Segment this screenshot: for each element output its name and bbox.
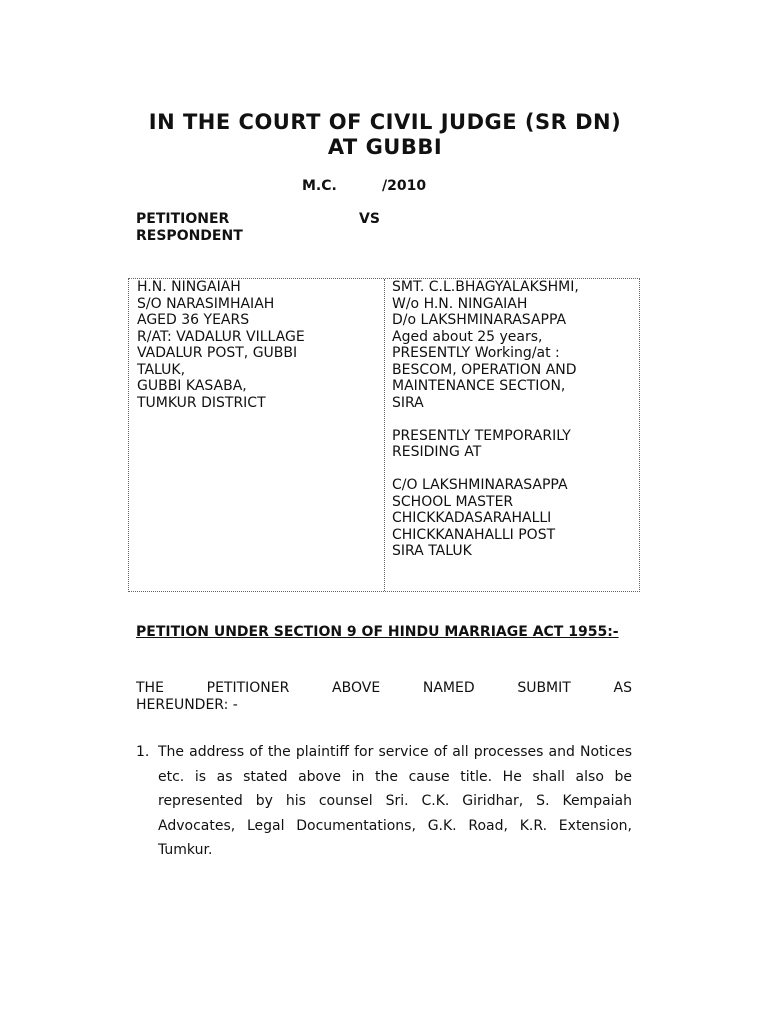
case-number-prefix: M.C. bbox=[302, 178, 337, 194]
case-number-year: /2010 bbox=[382, 178, 427, 194]
paragraph-1 bbox=[136, 740, 632, 863]
intro-word: ABOVE bbox=[332, 680, 381, 696]
case-number bbox=[302, 178, 426, 194]
petition-heading: PETITION UNDER SECTION 9 OF HINDU MARRIAGE ACT 1955:- bbox=[136, 624, 619, 640]
intro-paragraph bbox=[136, 680, 632, 713]
intro-word: THE bbox=[136, 680, 164, 696]
petitioner-details: H.N. NINGAIAH S/O NARASIMHAIAH AGED 36 YEARS R/AT: VADALUR VILLAGE VADALUR POST, GUBBI TALUK, GUBBI KASABA, TUMKUR DISTRICT bbox=[137, 279, 305, 411]
intro-word: PETITIONER bbox=[206, 680, 290, 696]
table-divider bbox=[384, 279, 385, 591]
intro-word: SUBMIT bbox=[517, 680, 571, 696]
paragraph-text: The address of the plaintiff for service of all processes and Notices etc. is as stated above in the cause title. He shall also be represented by his counsel Sri. C.K. Giridhar, S. Kempaiah Advocates, Legal Documentations, G.K. Road, K.R. Extension, Tumkur. bbox=[158, 744, 632, 858]
intro-word: NAMED bbox=[422, 680, 475, 696]
intro-line-1 bbox=[136, 680, 632, 697]
vs-label: VS bbox=[359, 211, 380, 227]
respondent-details: SMT. C.L.BHAGYALAKSHMI, W/o H.N. NINGAIAH D/o LAKSHMINARASAPPA Aged about 25 years, PRESENTLY Working/at : BESCOM, OPERATION AND MAINTENANCE SECTION, SIRA PRESENTLY TEMPORARILY RESIDING AT C/O LAKSHMINARASAPPA SCHOOL MASTER CHICKKADASARAHALLI CHICKKANAHALLI POST SIRA TALUK bbox=[392, 279, 579, 559]
parties-heading bbox=[136, 211, 380, 245]
intro-line-2: HEREUNDER: - bbox=[136, 696, 238, 713]
petitioner-label: PETITIONER bbox=[136, 211, 230, 227]
paragraph-number: 1. bbox=[136, 744, 150, 760]
court-title: IN THE COURT OF CIVIL JUDGE (SR DN) AT GUBBI bbox=[148, 110, 622, 159]
intro-word: AS bbox=[613, 680, 632, 696]
parties-table bbox=[128, 278, 640, 592]
respondent-label: RESPONDENT bbox=[136, 228, 243, 244]
